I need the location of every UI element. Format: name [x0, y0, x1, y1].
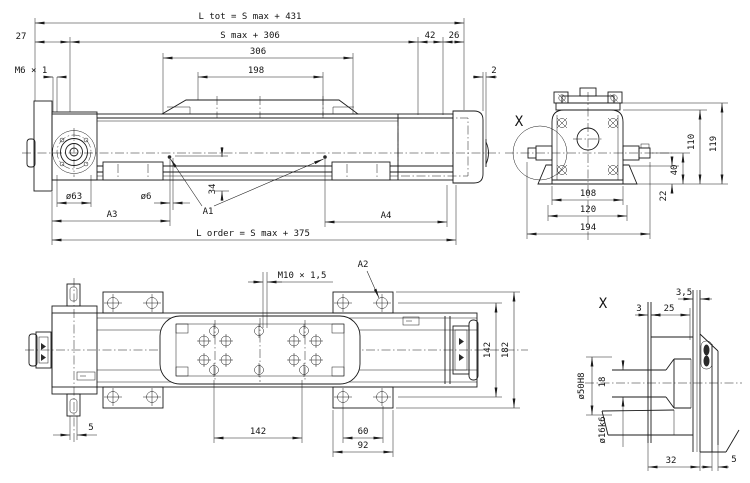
dim-l-order: L order = S max + 375	[196, 229, 310, 239]
dim-198: 198	[247, 66, 265, 76]
dim-3: 3	[636, 304, 642, 314]
end-view-feet	[538, 165, 637, 184]
detail-x-geometry	[602, 290, 739, 452]
dim-5-plate: 5	[731, 455, 737, 465]
label-a4: A4	[380, 211, 392, 221]
dim-42: 42	[424, 31, 436, 41]
detail-x-title: X	[598, 296, 608, 312]
dim-40: 40	[670, 164, 680, 176]
front-view-gearbox	[27, 101, 97, 191]
dim-182: 182	[501, 341, 511, 359]
label-a3: A3	[106, 210, 118, 220]
top-view	[25, 260, 528, 457]
dim-142-horizontal: 142	[249, 427, 267, 437]
dim-194: 194	[579, 223, 597, 233]
top-view-carriage	[160, 316, 360, 384]
dim-3-5: 3,5	[675, 288, 693, 298]
dim-27: 27	[15, 32, 27, 42]
dim-2: 2	[491, 66, 497, 76]
dim-119: 119	[709, 135, 719, 153]
dim-60: 60	[357, 427, 369, 437]
dim-32: 32	[665, 456, 677, 466]
dim-m6: M6 × 1	[14, 66, 48, 76]
dim-306: 306	[249, 47, 267, 57]
dim-5-key: 5	[88, 423, 94, 433]
dim-34: 34	[208, 183, 218, 195]
dim-d63: ø63	[65, 192, 83, 202]
dim-d50h8: ø50H8	[577, 372, 587, 400]
dim-108: 108	[579, 189, 597, 199]
label-a1: A1	[202, 207, 214, 217]
dim-22: 22	[659, 190, 669, 202]
end-view	[505, 88, 728, 240]
dim-l-tot: L tot = S max + 431	[198, 12, 302, 22]
dim-92: 92	[357, 441, 369, 451]
dim-d16k6: ø16k6	[598, 416, 608, 444]
detail-x-callout-label: X	[514, 114, 524, 130]
label-a2: A2	[357, 260, 369, 270]
detail-x-view	[577, 288, 742, 471]
dim-110: 110	[687, 133, 697, 151]
dim-120: 120	[579, 205, 597, 215]
front-view-carriage	[162, 96, 358, 118]
dim-s-max: S max + 306	[220, 31, 280, 41]
dim-m10: M10 × 1,5	[277, 271, 327, 281]
dim-26: 26	[448, 31, 460, 41]
front-view	[15, 12, 500, 245]
end-view-shafts	[528, 144, 650, 160]
dim-142-vertical: 142	[483, 341, 493, 359]
dim-25: 25	[663, 304, 675, 314]
end-view-housing	[552, 110, 623, 180]
dim-d6: ø6	[140, 192, 152, 202]
dim-18: 18	[598, 376, 608, 388]
